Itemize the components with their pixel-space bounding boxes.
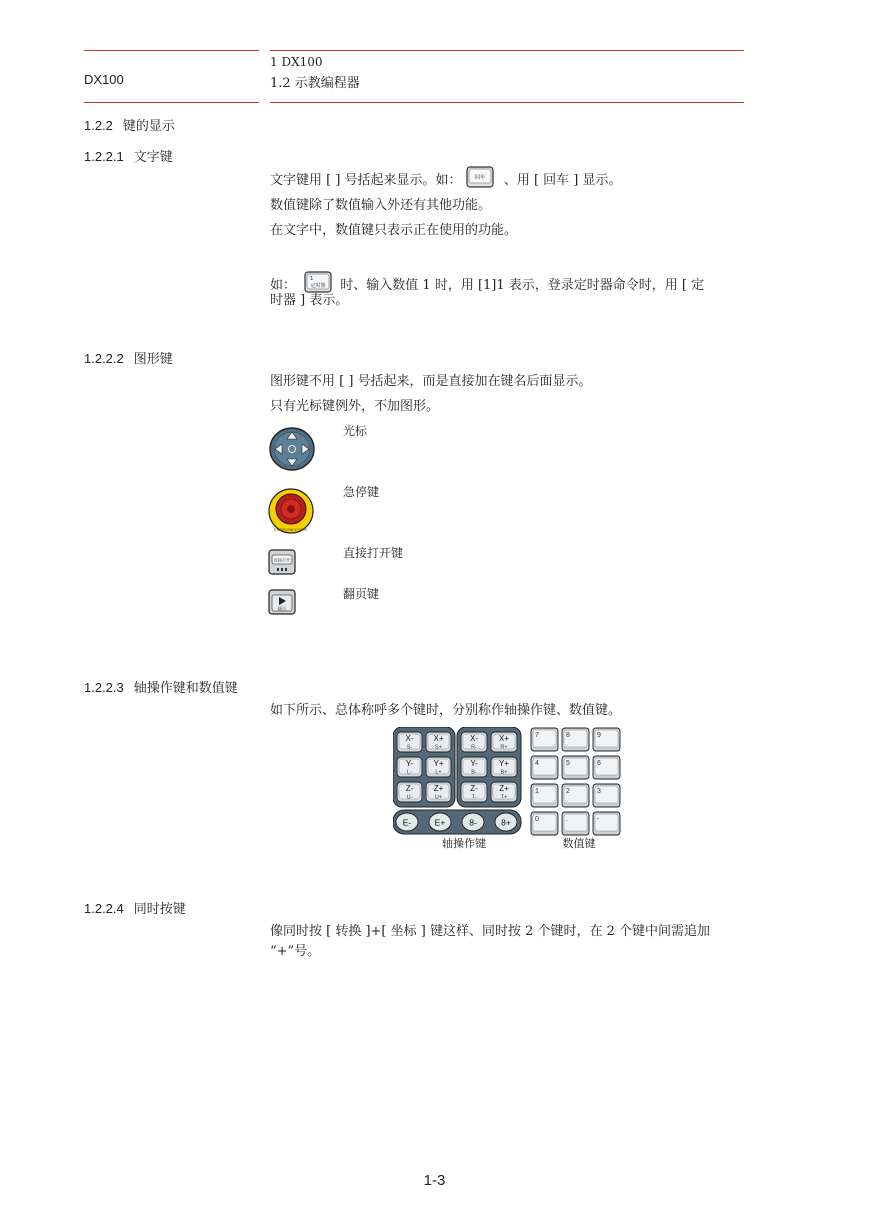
numeric-key xyxy=(531,756,558,779)
svg-text:Y+: Y+ xyxy=(498,759,510,768)
text-simultaneous-key-line1: 像同时按 [ 转换 ]+[ 坐标 ] 键这样、同时按 2 个键时，在 2 个键中间需追加 xyxy=(270,924,711,939)
axis-key xyxy=(397,757,422,777)
svg-text:S-: S- xyxy=(406,744,413,751)
wrist-axis-key xyxy=(491,732,517,752)
svg-text:Z+: Z+ xyxy=(433,784,444,793)
header-chapter: 1 DX100 xyxy=(270,55,323,69)
section-1-2-2-heading xyxy=(84,115,175,134)
svg-text:Z+: Z+ xyxy=(499,784,509,793)
svg-text:1: 1 xyxy=(310,276,314,282)
text-simultaneous-key-line2: “+”号。 xyxy=(270,944,321,959)
direct-open-key-label: 直接打开键 xyxy=(343,546,404,560)
section-number: 1.2.2 xyxy=(84,118,113,133)
section-1-2-2-4-heading xyxy=(84,898,186,917)
svg-text:T+: T+ xyxy=(500,794,508,801)
svg-text:T-: T- xyxy=(471,794,477,801)
numeric-key xyxy=(562,784,589,807)
numeric-keys-caption: 数值键 xyxy=(562,838,596,850)
header-section: 1.2 示教编程器 xyxy=(270,76,360,91)
svg-text:L+: L+ xyxy=(435,769,442,776)
svg-text:X+: X+ xyxy=(498,734,510,743)
svg-text:Y-: Y- xyxy=(405,759,414,768)
header-product: DX100 xyxy=(84,72,124,87)
svg-text:6: 6 xyxy=(597,760,601,767)
direct-open-key-icon xyxy=(268,549,296,579)
section-title: 同时按键 xyxy=(133,902,186,917)
svg-text:2: 2 xyxy=(566,788,570,795)
section-number: 1.2.2.4 xyxy=(84,901,124,916)
external-axis-key xyxy=(396,813,418,831)
emergency-stop-label: 急停键 xyxy=(343,485,380,499)
wrist-axis-key xyxy=(461,732,487,752)
wrist-axis-key xyxy=(491,757,517,777)
section-1-2-2-1-heading xyxy=(84,146,173,165)
axis-key xyxy=(426,757,451,777)
keypad-illustration xyxy=(393,727,623,859)
text-char-key-line1: 文字键用 [ ] 号括起来显示。如： 回车 、用 [ 回车 ] 显示。 xyxy=(270,166,750,195)
external-axis-key xyxy=(429,813,451,831)
svg-text:8: 8 xyxy=(566,732,570,739)
section-title: 文字键 xyxy=(133,150,173,165)
svg-text:B+: B+ xyxy=(500,769,508,776)
axis-key xyxy=(426,782,451,802)
axis-key xyxy=(426,732,451,752)
axis-keys-caption: 轴操作键 xyxy=(442,838,486,850)
section-title: 轴操作键和数值键 xyxy=(133,681,238,696)
svg-text:-: - xyxy=(597,816,600,823)
header-rule-right-bottom xyxy=(270,102,744,103)
svg-text:翻页: 翻页 xyxy=(277,606,287,611)
svg-text:E-: E- xyxy=(402,817,412,828)
section-number: 1.2.2.2 xyxy=(84,351,124,366)
axis-key xyxy=(397,732,422,752)
svg-text:S+: S+ xyxy=(435,744,442,751)
numeric-key xyxy=(562,728,589,751)
svg-text:4: 4 xyxy=(535,760,539,767)
axis-key xyxy=(397,782,422,802)
svg-text:0: 0 xyxy=(535,816,539,823)
svg-text:1: 1 xyxy=(535,788,539,795)
page-key-label: 翻页键 xyxy=(343,587,380,601)
wrist-axis-key xyxy=(491,782,517,802)
section-title: 图形键 xyxy=(133,352,173,367)
svg-text:8+: 8+ xyxy=(501,817,511,828)
text-graphic-key-line2: 只有光标键例外，不加图形。 xyxy=(270,399,440,414)
numeric-key xyxy=(531,812,558,835)
header-rule-left-top xyxy=(84,50,259,51)
numeric-key xyxy=(593,812,620,835)
text-axis-key-line1: 如下所示、总体称呼多个键时，分别称作轴操作键、数值键。 xyxy=(270,703,622,718)
numeric-key xyxy=(562,812,589,835)
text-char-key-line4: 如： 1 定时器 时、输入数值 1 时，用 [1]1 表示，登录定时器命令时，用 [ 定 xyxy=(270,271,744,300)
svg-text:E+: E+ xyxy=(434,817,446,828)
svg-text:3: 3 xyxy=(597,788,601,795)
wrist-axis-key xyxy=(461,757,487,777)
section-title: 键的显示 xyxy=(122,119,175,134)
numeric-key xyxy=(593,756,620,779)
section-number: 1.2.2.3 xyxy=(84,680,124,695)
header-rule-left-bottom xyxy=(84,102,259,103)
text-char-key-line2: 数值键除了数值输入外还有其他功能。 xyxy=(270,198,492,213)
numeric-key xyxy=(593,728,620,751)
page-number: 1-3 xyxy=(423,1172,446,1189)
external-axis-key xyxy=(462,813,484,831)
svg-text:Y+: Y+ xyxy=(433,759,444,768)
svg-text:8-: 8- xyxy=(469,817,477,828)
svg-text:Y-: Y- xyxy=(470,759,478,768)
cursor-key-label: 光标 xyxy=(343,424,368,438)
svg-text:回车: 回车 xyxy=(474,175,486,181)
section-1-2-2-3-heading xyxy=(84,677,238,696)
numeric-key xyxy=(593,784,620,807)
svg-text:Z-: Z- xyxy=(405,784,414,793)
svg-text:U+: U+ xyxy=(434,794,443,801)
svg-text:.: . xyxy=(566,816,568,823)
section-1-2-2-2-heading xyxy=(84,348,173,367)
text-graphic-key-line1: 图形键不用 [ ] 号括起来，而是直接加在键名后面显示。 xyxy=(270,374,592,389)
cursor-key-icon xyxy=(268,426,316,476)
page-key-icon xyxy=(268,589,296,619)
svg-text:R-: R- xyxy=(471,744,477,751)
wrist-axis-key xyxy=(461,782,487,802)
svg-text:5: 5 xyxy=(566,760,570,767)
svg-text:B-: B- xyxy=(471,769,477,776)
svg-text:EMERGENCY STOP: EMERGENCY STOP xyxy=(274,528,308,532)
header-rule-right-top xyxy=(270,50,744,51)
enter-key-icon xyxy=(466,166,494,195)
svg-text:X-: X- xyxy=(405,734,414,743)
svg-text:7: 7 xyxy=(535,732,539,739)
text-char-key-line3: 在文字中，数值键只表示正在使用的功能。 xyxy=(270,223,518,238)
svg-text:U-: U- xyxy=(406,794,413,801)
numeric-key xyxy=(531,784,558,807)
svg-text:L-: L- xyxy=(407,769,412,776)
text-char-key-line5: 时器 ] 表示。 xyxy=(270,293,349,308)
emergency-stop-icon xyxy=(268,488,314,538)
svg-text:X-: X- xyxy=(470,734,478,743)
svg-text:直接打开: 直接打开 xyxy=(273,557,291,563)
numeric-key xyxy=(562,756,589,779)
svg-text:R+: R+ xyxy=(500,744,508,751)
external-axis-key xyxy=(495,813,517,831)
section-number: 1.2.2.1 xyxy=(84,149,124,164)
svg-text:X+: X+ xyxy=(433,734,444,743)
svg-text:Z-: Z- xyxy=(470,784,478,793)
numeric-key xyxy=(531,728,558,751)
svg-text:9: 9 xyxy=(597,732,601,739)
svg-text:定时器: 定时器 xyxy=(310,283,326,289)
